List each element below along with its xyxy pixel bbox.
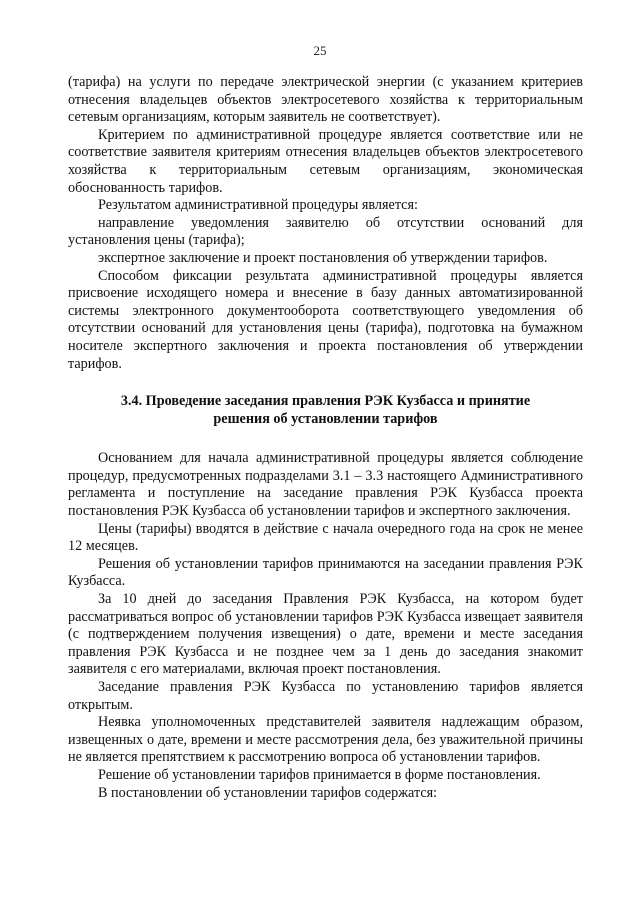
- paragraph: (тарифа) на услуги по передаче электрической энергии (с указанием критериев отнесения владельцев объектов электросетевого хозяйства к территориальным сетевым организациям, которым заявитель не соответствует).: [68, 74, 583, 126]
- document-body: [68, 74, 583, 802]
- paragraph: Критерием по административной процедуре является соответствие или не соответствие заявителя критериям отнесения владельцев объектов электросетевого хозяйства к территориальным сетевым организациям, экономическая обоснованность тарифов.: [68, 126, 583, 196]
- paragraph: В постановлении об установлении тарифов содержатся:: [98, 784, 438, 801]
- page-number: 25: [313, 43, 327, 58]
- paragraph: экспертное заключение и проект постановления об утверждении тарифов.: [98, 249, 548, 266]
- paragraph: Решения об установлении тарифов принимаются на заседании правления РЭК Кузбасса.: [68, 555, 583, 590]
- section-heading-line: 3.4. Проведение заседания правления РЭК Кузбасса и принятие: [120, 393, 531, 410]
- paragraph: Цены (тарифы) вводятся в действие с начала очередного года на срок не менее 12 месяцев.: [68, 520, 583, 555]
- paragraph: направление уведомления заявителю об отсутствии оснований для установления цены (тарифа);: [68, 214, 583, 249]
- paragraph: Заседание правления РЭК Кузбасса по установлению тарифов является открытым.: [68, 679, 583, 713]
- paragraph: Способом фиксации результата административной процедуры является присвоение исходящего номера и внесение в базу данных автоматизированной системы электронного документооборота соответствующего уведомления об отсутствии оснований для установления цены (тарифа), подготовка на бумажном носителе экспертного заключения и проекта постановления об утверждении тарифов.: [68, 267, 583, 372]
- paragraph: Решение об установлении тарифов принимается в форме постановления.: [98, 766, 541, 783]
- section-heading-line: решения об установлении тарифов: [213, 410, 438, 427]
- section-heading: [68, 393, 583, 428]
- paragraph: Неявка уполномоченных представителей заявителя надлежащим образом, извещенных о дате, времени и месте рассмотрения дела, без уважительной причины не является препятствием к рассмотрению вопроса об установлении тарифов.: [68, 714, 583, 766]
- paragraph: За 10 дней до заседания Правления РЭК Кузбасса, на котором будет рассматриваться вопрос об установлении тарифов РЭК Кузбасса извещает заявителя (с подтверждением получения извещения) о дате, времени и месте заседания правления РЭК Кузбасса и не позднее чем за 1 день до заседания знакомит заявителя с его материалами, включая проект постановления.: [68, 591, 583, 678]
- paragraph: Основанием для начала административной процедуры является соблюдение процедур, предусмотренных подразделами 3.1 – 3.3 настоящего Административного регламента и поступление на заседание правления РЭК Кузбасса проекта постановления РЭК Кузбасса об установлении тарифов и экспертного заключения.: [68, 450, 583, 520]
- paragraph: Результатом административной процедуры является:: [98, 197, 418, 214]
